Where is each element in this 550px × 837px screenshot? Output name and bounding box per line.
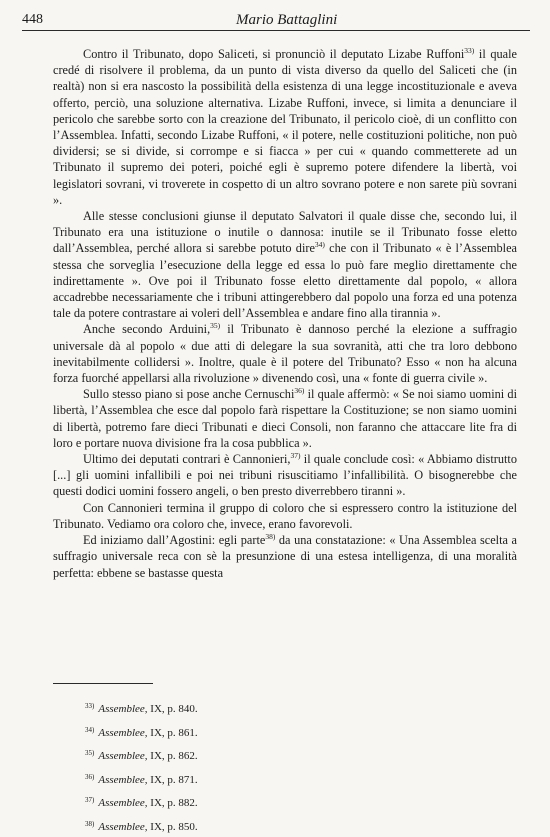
paragraph-text: Anche secondo Arduini, [83,322,210,336]
footnote-title: Assemblee, [98,750,147,762]
paragraph-text: che con il Tribunato « è l’Assemblea stessa che sorveglia l’esecuzione della legge ed essa lo può fare meglio direttamente che indirettamente ». Ove poi il Tribunato fosse eletto direttamente dal popolo, « allora accadrebbe necessariamente che i tribuni attingerebbero dal popolo una forza ed una potenza tale da potere contrastare ai voleri dell’Assemblea e andare fino alla tirannia ». [53,241,517,320]
paragraph-text: il quale credé di risolvere il problema, da un punto di vista diverso da quello del Saliceti che (in realtà) non si era nascosto la possibilità della esistenza di una legge incostituzionale e aveva offerto, perciò, una soluzione alternativa. Lizabe Ruffoni, invece, si limita a denunciare il pericolo che sarebbe sorto con la creazione del Tribunato, il pericolo cioè, di un conflitto con l’Assemblea. Infatti, secondo Lizabe Ruffoni, « il potere, nelle costituzioni politiche, non può dividersi; se si divide, si corrompe e si fiacca » per cui « quando commetterete ad un Tribunato il supremo dei poteri, poiché egli è supremo potere difendere la libertà, voi legislatori sovrani, vi troverete in cospetto di un altro sovrano potere e non sarete più sovrani ». [53,47,517,207]
footnote [85,790,198,814]
footnote-title: Assemblee, [98,797,147,809]
paragraph-6 [53,500,517,532]
footnote-title: Assemblee, [98,821,147,833]
footnote-number: 37) [85,796,94,804]
footnote [85,743,198,767]
footnote-ref-35: 35) [210,321,220,330]
paragraph-text: il quale affermò: « Se noi siamo uomini di libertà, l’Assemblea che esce dal popolo farà rispettare la Costituzione; se non siamo uomini di libertà, potremo fare dieci Tribunati e dieci Consoli, non faranno che attaccare lite fra di loro e portare nuova divisione fra la cosa pubblica ». [53,387,517,450]
paragraph-5 [53,451,517,500]
paragraph-text: Contro il Tribunato, dopo Saliceti, si pronunciò il deputato Lizabe Ruffoni [83,47,464,61]
footnote-reference: IX, p. 840. [148,703,198,715]
running-title: Mario Battaglini [236,12,337,29]
footnote-number: 38) [85,820,94,828]
paragraph-2 [53,208,517,321]
footnote-reference: IX, p. 882. [148,797,198,809]
page-header [22,10,530,31]
footnote [85,696,198,720]
paragraph-text: il quale conclude così: « Abbiamo distrutto [...] gli uomini infallibili e poi nei tribuni risuscitiamo l’infallibilità. O bisognerebbe che questi dodici uomini fossero angeli, o ben presto diverrebbero tiranni ». [53,452,517,498]
footnote-title: Assemblee, [98,774,147,786]
footnote-title: Assemblee, [98,703,147,715]
paragraph-1 [53,46,517,208]
paragraph-text: Alle stesse conclusioni giunse il deputato Salvatori il quale disse che, secondo lui, il Tribunato era una istituzione o inutile o dannosa: inutile se il Tribunato fosse eletto dall’Assemblea, perché allora si sarebbe potuto dire [53,209,517,255]
footnote-ref-33: 33) [464,46,474,55]
footnote-number: 33) [85,702,94,710]
paragraph-text: il Tribunato è dannoso perché la elezione a suffragio universale dà al popolo « due atti di delegare la sua sovranità, atti che tra loro debbono inevitabilmente collidersi ». Inoltre, quale è il potere del Tribunato? Esso « non ha alcuna forza fuorché appellarsi alla rivoluzione » divenendo così, una « fonte di guerra civile ». [53,322,517,385]
footnote-number: 34) [85,726,94,734]
paragraph-text: Con Cannonieri termina il gruppo di coloro che si espressero contro la istituzione del Tribunato. Vediamo ora coloro che, invece, erano favorevoli. [53,501,517,531]
footnote-ref-36: 36) [294,386,304,395]
footnote [85,814,198,837]
footnote-number: 36) [85,773,94,781]
paragraph-7 [53,532,517,581]
footnote-number: 35) [85,749,94,757]
page-number: 448 [22,12,43,28]
footnote-ref-38: 38) [265,532,275,541]
footnote-reference: IX, p. 862. [148,750,198,762]
footnote-title: Assemblee, [98,727,147,739]
footnote-ref-34: 34) [315,240,325,249]
footnote-reference: IX, p. 850. [148,821,198,833]
paragraph-text: Ultimo dei deputati contrari è Cannonieri, [83,452,290,466]
footnote-reference: IX, p. 861. [148,727,198,739]
footnotes [85,696,198,837]
paragraph-text: da una constatazione: « Una Assemblea scelta a suffragio universale reca con sè la presunzione di una estesa intelligenza, di una moralità perfetta: ebbene se bastasse questa [53,533,517,579]
footnote-ref-37: 37) [290,451,300,460]
footnote [85,767,198,791]
paragraph-3 [53,321,517,386]
footnote-reference: IX, p. 871. [148,774,198,786]
footnote [85,720,198,744]
footnote-divider [53,683,153,684]
paragraph-4 [53,386,517,451]
paragraph-text: Sullo stesso piano si pose anche Cernuschi [83,387,294,401]
body-text [53,46,517,581]
paragraph-text: Ed iniziamo dall’Agostini: egli parte [83,533,265,547]
